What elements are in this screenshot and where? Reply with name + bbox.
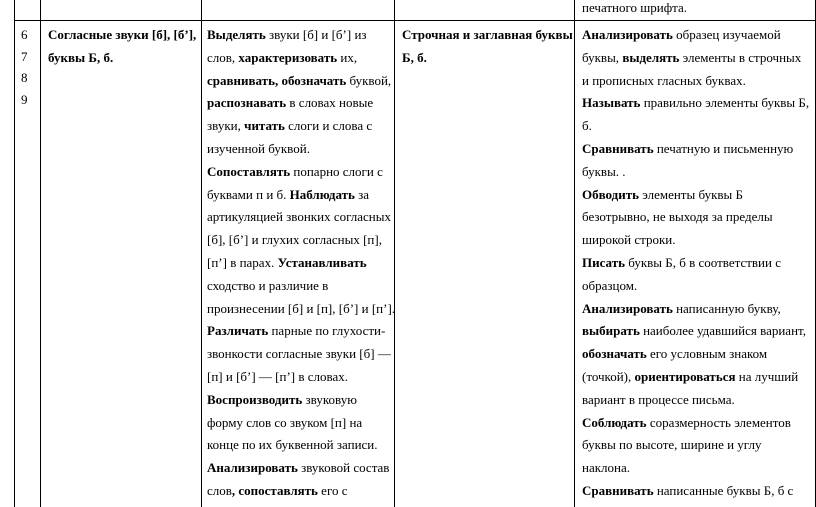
text-run: буквы, <box>582 49 623 65</box>
text-run: его с <box>317 482 348 498</box>
text-run: форму слов со звуком [п] на <box>207 414 363 430</box>
topic-cell <box>48 24 196 70</box>
bold-text-run: Писать <box>582 254 625 270</box>
bold-text-run: Анализировать <box>207 460 298 476</box>
text-run: написанную букву, <box>672 300 781 316</box>
text-line <box>207 412 395 435</box>
text-run: широкой строки. <box>582 232 676 248</box>
text-run: звонкости согласные звуки [б] — <box>207 346 391 362</box>
text-line <box>207 457 395 480</box>
skills-cell <box>582 24 809 503</box>
text-run: изученной буквой. <box>207 140 310 156</box>
text-line <box>402 24 573 47</box>
text-line <box>207 47 395 70</box>
text-run: образцом. <box>582 277 638 293</box>
bold-text-run: Сопоставлять <box>207 163 291 179</box>
bold-text-run: Согласные звуки [б], [б’], <box>48 27 197 42</box>
text-line <box>207 389 395 412</box>
text-line <box>48 47 196 70</box>
col-border-2 <box>201 0 202 507</box>
text-line <box>582 161 809 184</box>
bold-text-run: выделять <box>622 49 680 65</box>
text-run: буквы Б, б в соответствии с <box>624 254 781 270</box>
text-run: звуковую <box>302 391 357 407</box>
text-line <box>582 70 809 93</box>
text-run: наиболее удавшийся вариант, <box>639 323 806 339</box>
row-border <box>14 20 816 21</box>
text-run: его условным знаком <box>646 346 768 362</box>
text-line <box>207 252 395 275</box>
text-line <box>207 343 395 366</box>
text-run: печатную и письменную <box>653 140 794 156</box>
bold-text-run: обозначать <box>582 346 647 362</box>
bold-text-run: Выделять <box>207 27 266 42</box>
bold-text-run: Анализировать <box>582 27 673 42</box>
text-line <box>207 24 395 47</box>
bold-text-run: Сравнивать <box>582 482 654 498</box>
text-line <box>207 184 395 207</box>
text-line <box>207 92 395 115</box>
text-line <box>207 320 395 343</box>
bold-text-run: Строчная и заглавная буквы <box>402 27 573 42</box>
bold-text-run: Сравнивать <box>582 140 654 156</box>
text-line <box>582 389 809 412</box>
text-line <box>582 412 809 435</box>
text-run: слов <box>207 482 232 498</box>
text-line <box>582 115 809 138</box>
text-run: звуки, <box>207 118 245 134</box>
text-run: в словах новые <box>286 95 374 111</box>
text-line <box>582 229 809 252</box>
bold-text-run: буквы Б, б. <box>48 49 114 65</box>
activities-cell <box>207 24 395 503</box>
col-border-left <box>14 0 15 507</box>
row-number: 9 <box>21 91 28 107</box>
text-line <box>582 92 809 115</box>
text-run: наклона. <box>582 460 631 476</box>
text-run: буквы по высоте, ширине и углу <box>582 437 762 453</box>
bold-text-run: Анализировать <box>582 300 673 316</box>
text-run: правильно элементы буквы Б, <box>640 95 810 111</box>
text-run: элементы в строчных <box>679 49 802 65</box>
col-border-4 <box>574 0 575 507</box>
text-run: сходство и различие в <box>207 277 329 293</box>
row-numbers <box>21 24 28 110</box>
bold-text-run: Устанавливать <box>277 254 367 270</box>
bold-text-run: Различать <box>207 323 269 339</box>
text-line <box>582 252 809 275</box>
text-run: и прописных гласных буквах. <box>582 72 746 88</box>
row-number: 6 <box>21 27 28 42</box>
text-line <box>582 275 809 298</box>
bold-text-run: Соблюдать <box>582 414 647 430</box>
text-run: за <box>354 186 370 202</box>
text-line <box>207 366 395 389</box>
bold-text-run: выбирать <box>582 323 640 339</box>
text-run: вариант в процессе письма. <box>582 391 735 407</box>
text-run: элементы буквы Б <box>639 186 743 202</box>
text-line <box>582 206 809 229</box>
bold-text-run: читать <box>244 118 285 134</box>
text-line <box>582 366 809 389</box>
text-run: конце по их буквенной записи. <box>207 437 378 453</box>
text-line <box>207 275 395 298</box>
text-line <box>582 298 809 321</box>
bold-text-run: Называть <box>582 95 641 111</box>
text-run: их, <box>337 49 358 65</box>
letters-title-cell <box>402 24 573 70</box>
col-border-1 <box>40 0 41 507</box>
text-run: [п] и [б’] — [п’] в словах. <box>207 368 349 384</box>
text-run: (точкой), <box>582 368 635 384</box>
text-run: [б], [б’] и глухих согласных [п], <box>207 232 382 248</box>
text-run: на лучший <box>735 368 799 384</box>
text-line <box>207 138 395 161</box>
text-line <box>207 115 395 138</box>
bold-text-run: характеризовать <box>238 49 338 65</box>
text-run: [п’] в парах. <box>207 254 278 270</box>
text-run: безотрывно, не выходя за пределы <box>582 209 773 225</box>
top-row-skill-text: печатного шрифта. <box>582 0 688 15</box>
text-line <box>582 47 809 70</box>
text-line <box>582 480 809 503</box>
text-line <box>582 457 809 480</box>
text-line <box>207 206 395 229</box>
text-line <box>582 343 809 366</box>
text-run: артикуляцией звонких согласных <box>207 209 391 225</box>
text-line <box>582 434 809 457</box>
text-run: звуки [б] и [б’] из <box>265 27 367 42</box>
text-line <box>207 70 395 93</box>
bold-text-run: , сопоставлять <box>231 482 318 498</box>
text-line <box>207 161 395 184</box>
text-line <box>582 138 809 161</box>
text-line <box>207 298 395 321</box>
text-run: слоги и слова с <box>284 118 373 134</box>
text-run: б. <box>582 118 592 134</box>
text-line <box>48 24 196 47</box>
text-run: буквами п и б. <box>207 186 290 202</box>
bold-text-run: ориентироваться <box>634 368 736 384</box>
text-run: соразмерность элементов <box>646 414 791 430</box>
text-line <box>207 480 395 503</box>
text-run: буквой, <box>346 72 392 88</box>
text-run: слов, <box>207 49 239 65</box>
row-number: 7 <box>21 48 28 64</box>
bold-text-run: Б, б. <box>402 49 427 65</box>
bold-text-run: Обводить <box>582 186 639 202</box>
text-line <box>207 434 395 457</box>
bold-text-run: распознавать <box>207 95 287 111</box>
bold-text-run: Наблюдать <box>289 186 355 202</box>
text-run: произнесении [б] и [п], [б’] и [п’]. <box>207 300 396 316</box>
text-run: звуковой состав <box>297 460 390 476</box>
text-run: попарно слоги с <box>290 163 383 179</box>
bold-text-run: сравнивать, обозначать <box>207 72 347 88</box>
text-run: парные по глухости- <box>268 323 386 339</box>
text-line <box>582 320 809 343</box>
text-line <box>207 229 395 252</box>
text-line <box>582 24 809 47</box>
text-line <box>582 184 809 207</box>
text-line <box>402 47 573 70</box>
row-number: 8 <box>21 70 28 85</box>
text-run: образец изучаемой <box>672 27 781 42</box>
text-run: буквы. . <box>582 163 626 179</box>
text-run: написанные буквы Б, б с <box>653 482 794 498</box>
bold-text-run: Воспроизводить <box>207 391 303 407</box>
